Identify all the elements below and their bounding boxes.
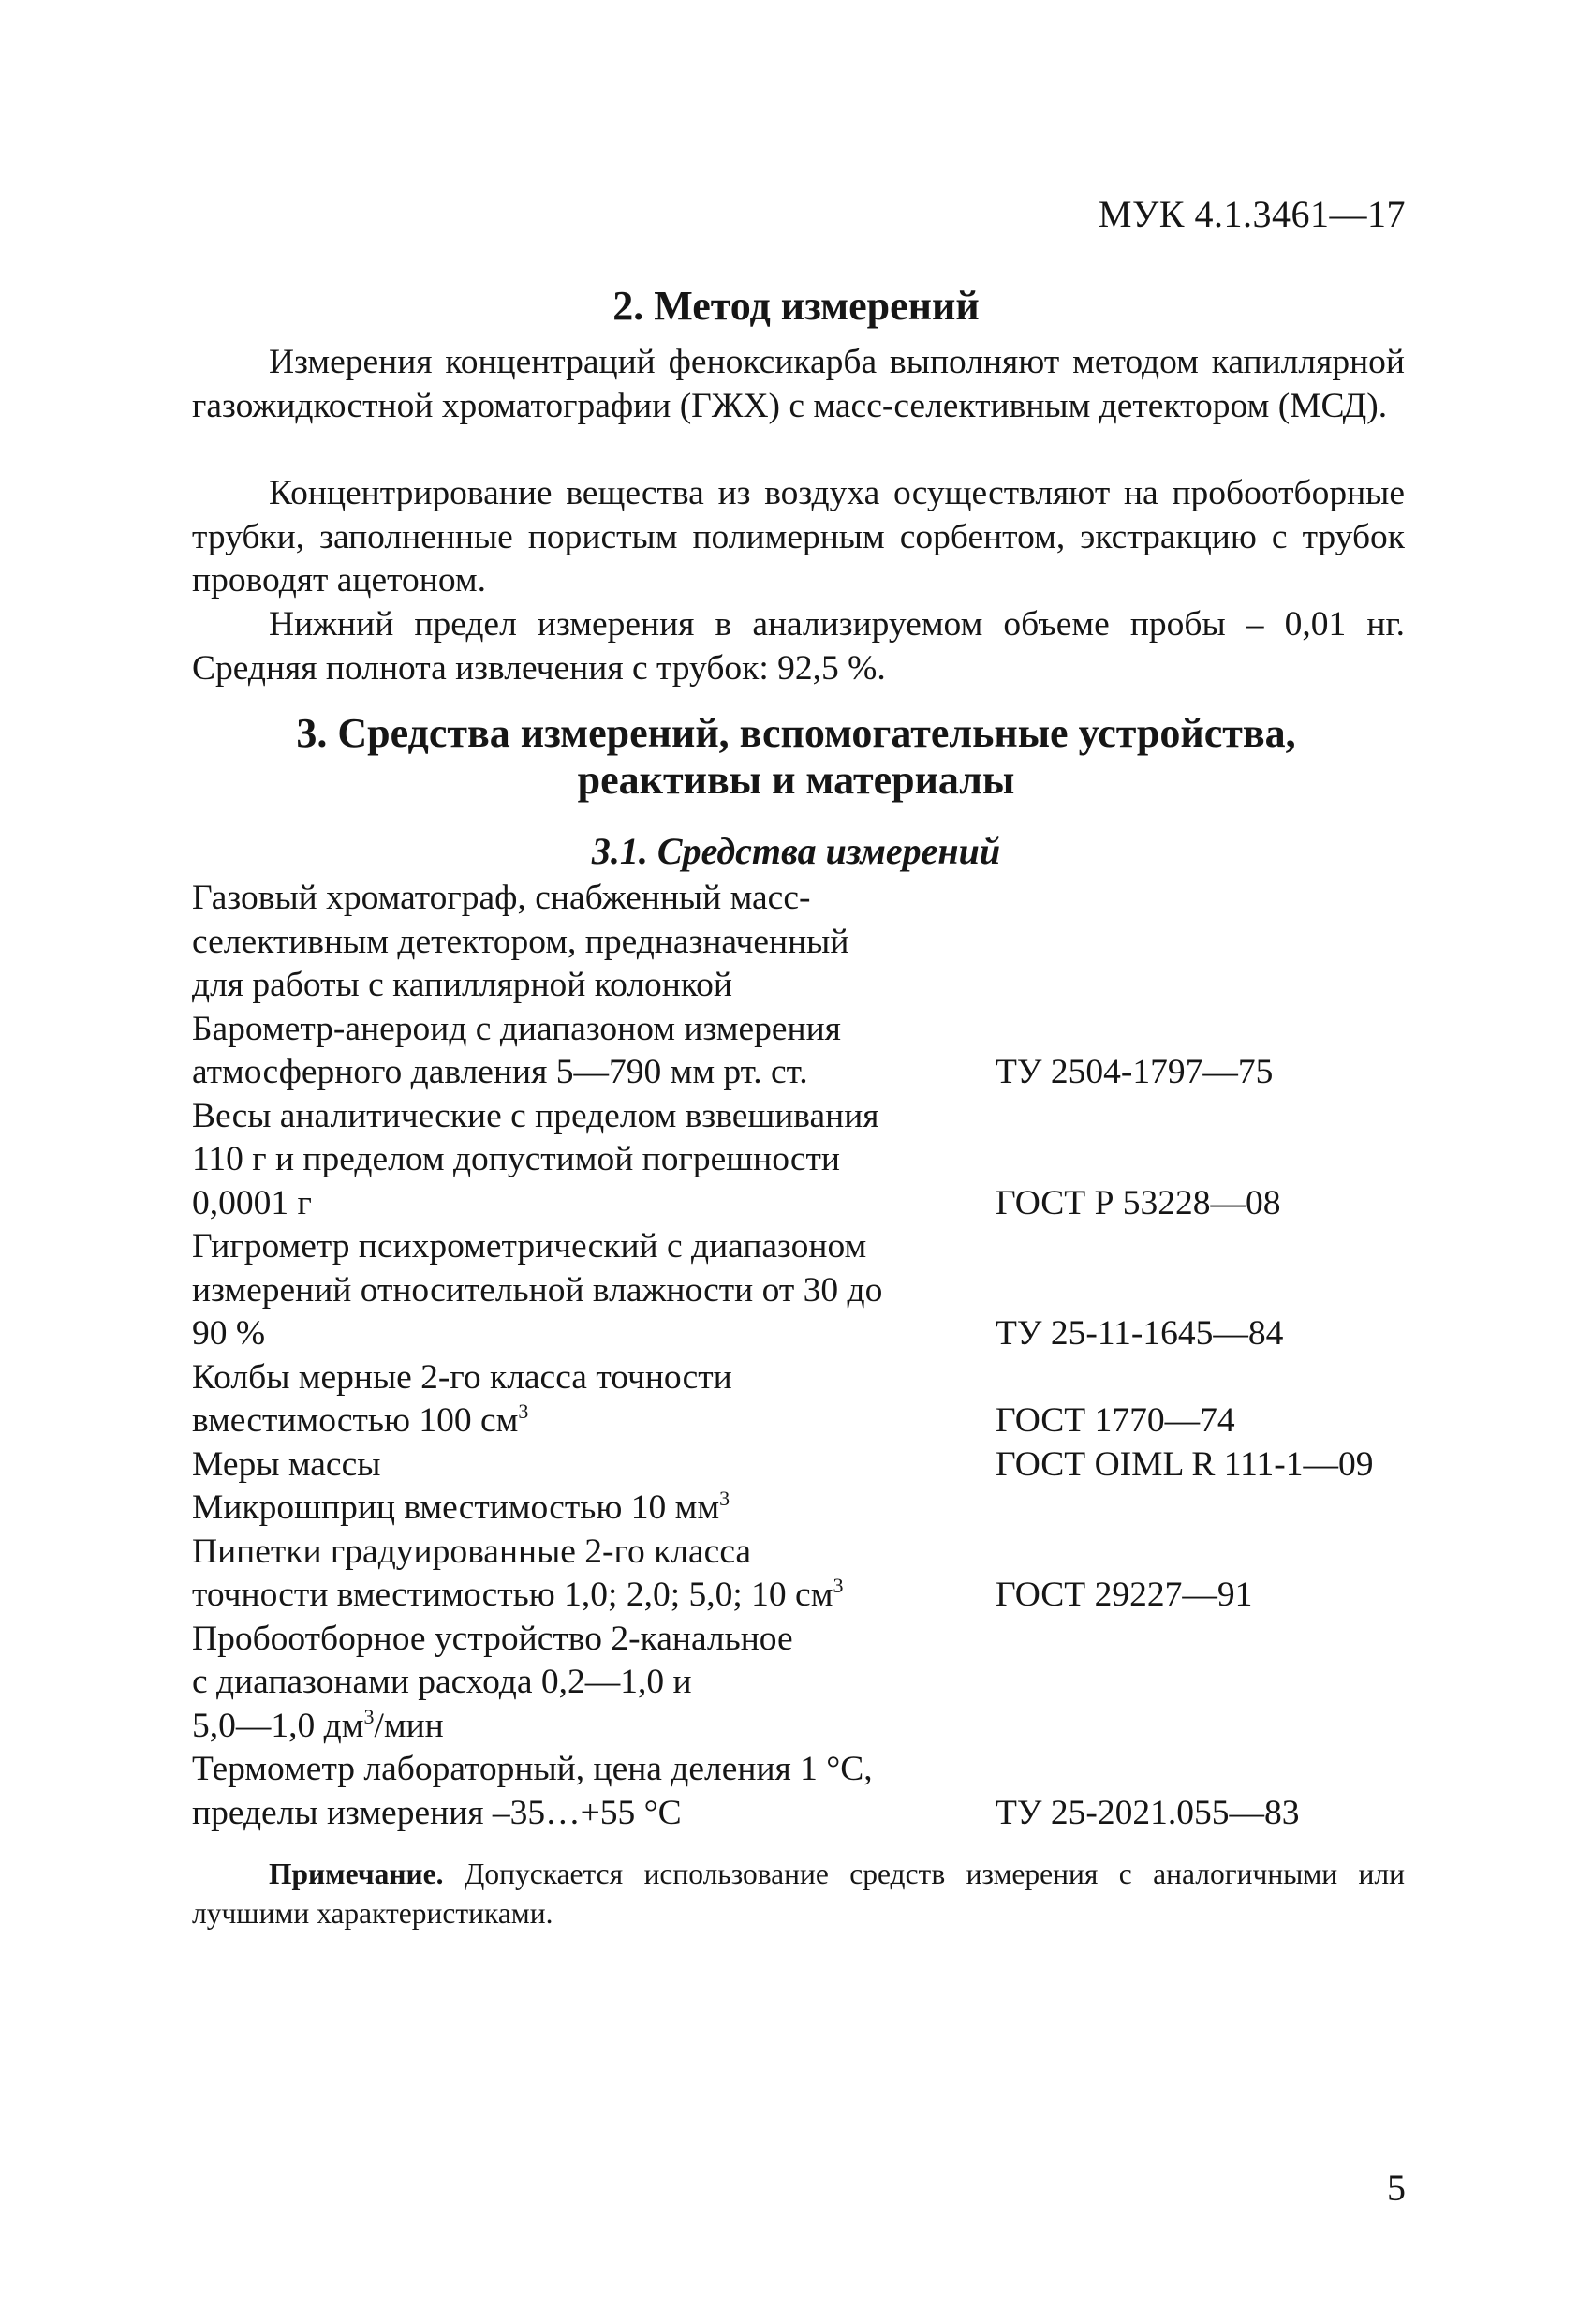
- instrument-row-microsyringe: [192, 1487, 1428, 1531]
- superscript: 3: [363, 1704, 375, 1728]
- instrument-name-text: точности вместимостью 1,0; 2,0; 5,0; 10 см: [192, 1576, 833, 1614]
- instrument-name-line: Барометр-анероид с диапазоном измерения: [192, 1009, 841, 1048]
- instrument-name-line: пределы измерения –35…+55 °С: [192, 1793, 682, 1832]
- instrument-name-line: Термометр лабораторный, цена деления 1 °С,: [192, 1750, 873, 1788]
- instrument-row-hygrometer: [192, 1225, 1428, 1356]
- instrument-name-text: /мин: [374, 1706, 444, 1745]
- superscript: 3: [833, 1574, 844, 1597]
- superscript: 3: [518, 1399, 529, 1423]
- instrument-standard: ТУ 25-11-1645—84: [996, 1314, 1284, 1353]
- instrument-standard: ТУ 25-2021.055—83: [996, 1793, 1300, 1832]
- note-text: Допускается использование средств измерения с аналогичными или лучшими характеристиками.: [192, 1858, 1405, 1930]
- instrument-name: [192, 1356, 988, 1443]
- instrument-name: [192, 1531, 988, 1618]
- section-2-title: 2. Метод измерений: [612, 283, 980, 329]
- instrument-row-weights: [192, 1443, 1428, 1488]
- instrument-name-line: [192, 1399, 988, 1443]
- document-code: МУК 4.1.3461—17: [1098, 193, 1406, 235]
- instrument-row-sampling-device: [192, 1618, 1428, 1749]
- instrument-name-line: [192, 1487, 988, 1531]
- section-2-paragraph-2: Концентрирование вещества из воздуха осуществляют на пробоотборные трубки, заполненные пористым полимерным сорбентом, экстракцию с трубок проводят ацетоном.: [192, 474, 1405, 600]
- section-2-paragraph-3: Нижний предел измерения в анализируемом объеме пробы – 0,01 нг. Средняя полнота извлечения с трубок: 92,5 %.: [192, 605, 1405, 688]
- page-number: 5: [1387, 2167, 1406, 2209]
- instrument-name-line: 90 %: [192, 1314, 266, 1353]
- instrument-standard: ТУ 2504-1797—75: [996, 1053, 1274, 1091]
- note: [192, 1855, 1405, 1933]
- instrument-name: [192, 1487, 988, 1531]
- instrument-name-text: 5,0—1,0 дм: [192, 1706, 364, 1745]
- instrument-name-text: вместимостью 100 см: [192, 1401, 519, 1440]
- instrument-standard: ГОСТ Р 53228—08: [996, 1183, 1281, 1222]
- instrument-row-volumetric-flasks: [192, 1356, 1428, 1443]
- instrument-name-line: селективным детектором, предназначенный: [192, 922, 849, 961]
- instrument-row-gas-chromatograph: [192, 877, 1428, 1008]
- instrument-name-line: Колбы мерные 2-го класса точности: [192, 1357, 732, 1397]
- instrument-row-pipettes: [192, 1531, 1428, 1618]
- instrument-name-line: Весы аналитические с пределом взвешивания: [192, 1096, 879, 1135]
- instrument-name-line: измерений относительной влажности от 30 до: [192, 1270, 883, 1310]
- instruments-list: [192, 877, 1428, 1835]
- instrument-standard: ГОСТ 1770—74: [996, 1401, 1235, 1440]
- instrument-name-line: 110 г и пределом допустимой погрешности: [192, 1140, 840, 1178]
- instrument-standard: ГОСТ 29227—91: [996, 1576, 1253, 1614]
- instrument-standard: ГОСТ OIML R 111-1—09: [996, 1444, 1374, 1484]
- instrument-name-line: Меры массы: [192, 1444, 381, 1484]
- instrument-name-line: [192, 1705, 988, 1749]
- subsection-3-1-title: 3.1. Средства измерений: [591, 830, 1001, 872]
- instrument-row-barometer: [192, 1008, 1428, 1095]
- instrument-name: [192, 1095, 988, 1226]
- section-3-title: [187, 710, 1405, 804]
- instrument-name: [192, 1618, 988, 1749]
- note-label: Примечание.: [269, 1858, 444, 1890]
- section-3-title-line-1: 3. Средства измерений, вспомогательные устройства,: [296, 710, 1296, 756]
- instrument-name-line: атмосферного давления 5—790 мм рт. ст.: [192, 1053, 808, 1091]
- instrument-name: [192, 1748, 988, 1835]
- instrument-name: [192, 877, 988, 1008]
- instrument-name-line: Пробоотборное устройство 2-канальное: [192, 1619, 793, 1658]
- instrument-name-line: Гигрометр психрометрический с диапазоном: [192, 1227, 867, 1266]
- instrument-name: [192, 1008, 988, 1095]
- instrument-name-line: Пипетки градуированные 2-го класса: [192, 1532, 752, 1571]
- section-3-title-line-2: реактивы и материалы: [577, 757, 1015, 803]
- instrument-name-line: Газовый хроматограф, снабженный масс-: [192, 879, 811, 917]
- instrument-name-line: с диапазонами расхода 0,2—1,0 и: [192, 1663, 692, 1701]
- instrument-row-thermometer: [192, 1748, 1428, 1835]
- instrument-name-line: 0,0001 г: [192, 1183, 312, 1222]
- superscript: 3: [719, 1487, 730, 1510]
- instrument-name-line: [192, 1574, 988, 1618]
- instrument-name-line: для работы с капиллярной колонкой: [192, 966, 732, 1004]
- instrument-name-text: Микрошприц вместимостью 10 мм: [192, 1488, 720, 1527]
- instrument-name: [192, 1443, 988, 1488]
- instrument-row-analytical-balance: [192, 1095, 1428, 1226]
- instrument-name: [192, 1225, 988, 1356]
- section-2-paragraph-1: Измерения концентраций феноксикарба выполняют методом капиллярной газожидкостной хроматографии (ГЖХ) с масс-селективным детектором (МСД).: [192, 343, 1405, 425]
